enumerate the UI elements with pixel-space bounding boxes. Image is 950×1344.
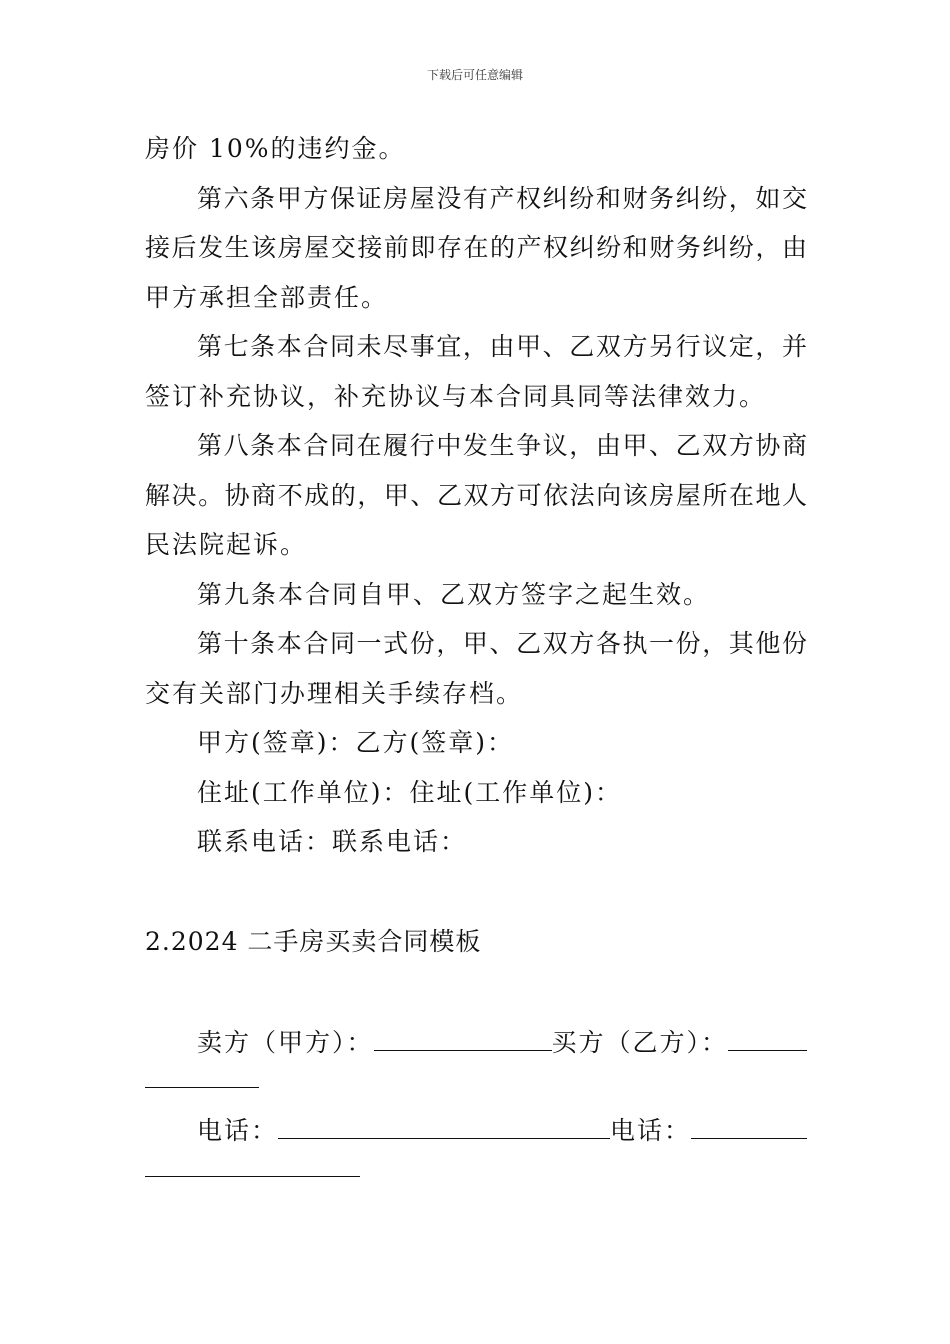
seller-buyer-row (145, 1018, 807, 1068)
seller-phone-field[interactable] (278, 1116, 610, 1139)
clause-8 (145, 421, 807, 570)
clause-8-line-1: 第八条本合同在履行中发生争议，由甲、乙双方协商 (197, 431, 807, 460)
buyer-name-field[interactable] (728, 1028, 807, 1051)
buyer-label: 买方（乙方）： (551, 1028, 729, 1057)
clause-9: 第九条本合同自甲、乙双方签字之起生效。 (197, 579, 711, 609)
signature-phone-line: 联系电话：联系电话： (197, 827, 468, 856)
phone-row (145, 1106, 807, 1156)
clause-8-line-2: 解决。协商不成的，甲、乙双方可依法向该房屋所在地人 (145, 480, 807, 510)
clause-6-line-2: 接后发生该房屋交接前即存在的产权纠纷和财务纠纷，由 (145, 233, 807, 262)
signature-party-line: 甲方(签章)：乙方(签章)： (197, 728, 515, 757)
buyer-phone-field[interactable] (691, 1116, 807, 1139)
buyer-phone-field-continuation[interactable] (145, 1175, 360, 1177)
signature-address-line: 住址(工作单位)：住址(工作单位)： (197, 777, 623, 807)
section-2-title: 2.2024 二手房买卖合同模板 (145, 926, 482, 956)
clause-5-tail: 房价 10%的违约金。 (145, 134, 406, 163)
clause-7 (145, 322, 807, 421)
clause-6 (145, 174, 807, 323)
clause-6-line-3: 甲方承担全部责任。 (145, 282, 389, 312)
clause-7-line-2: 签订补充协议，补充协议与本合同具同等法律效力。 (145, 381, 767, 411)
clause-6-line-1: 第六条甲方保证房屋没有产权纠纷和财务纠纷，如交 (197, 183, 807, 213)
contract-body (145, 124, 807, 1177)
phone-label-seller: 电话： (197, 1115, 279, 1145)
clause-7-line-1: 第七条本合同未尽事宜，由甲、乙双方另行议定，并 (197, 332, 807, 361)
spacer (145, 867, 807, 917)
clause-8-line-3: 民法院起诉。 (145, 530, 308, 559)
clause-10-line-2: 交有关部门办理相关手续存档。 (145, 678, 524, 708)
spacer (145, 966, 807, 1018)
clause-10-line-1: 第十条本合同一式份，甲、乙双方各执一份，其他份 (197, 629, 807, 658)
seller-label: 卖方（甲方）： (197, 1028, 374, 1057)
phone-label-buyer: 电话： (610, 1115, 692, 1145)
page-header-note: 下载后可任意编辑 (426, 68, 523, 82)
seller-name-field[interactable] (374, 1028, 552, 1051)
clause-10 (145, 619, 807, 718)
